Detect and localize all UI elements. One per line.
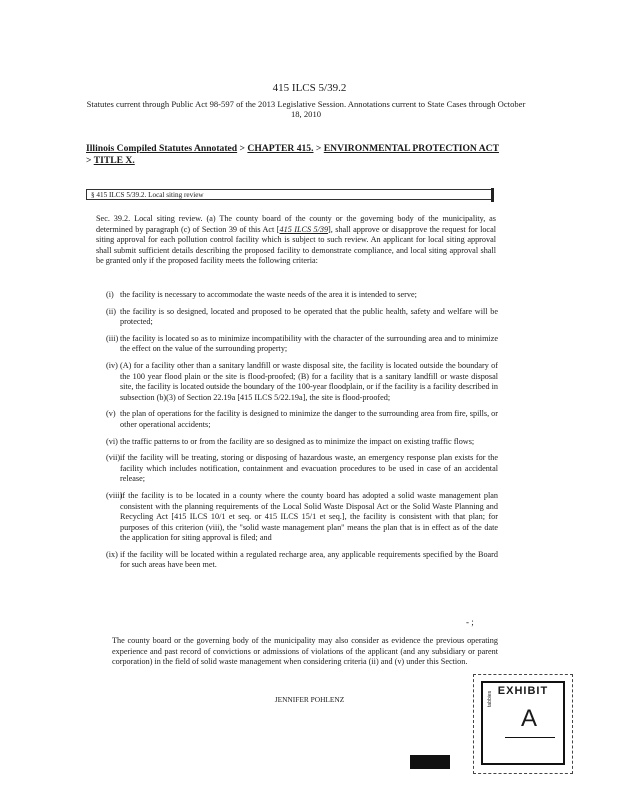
bar-end-mark <box>491 188 494 202</box>
criterion-text: the facility is so designed, located and proposed to be operated that the public health, safety and welfare will be protected; <box>120 306 498 327</box>
criterion-item <box>106 550 498 571</box>
statute-link[interactable]: 415 ILCS 5/39 <box>279 224 329 234</box>
handwritten-mark: - ; <box>466 617 474 627</box>
section-heading: § 415 ILCS 5/39.2. Local siting review <box>91 191 204 199</box>
breadcrumb-link-title[interactable]: TITLE X. <box>93 155 135 166</box>
criterion-item <box>106 307 498 328</box>
exhibit-sticker <box>481 681 565 765</box>
exhibit-vertical-text: tabbies <box>487 690 493 707</box>
document-title: 415 ILCS 5/39.2 <box>272 82 347 94</box>
criterion-number: (ii) <box>106 306 117 316</box>
intro-paragraph <box>96 214 496 267</box>
criterion-item <box>106 491 498 544</box>
breadcrumb-separator: > <box>315 143 324 154</box>
author-name: JENNIFER POHLENZ <box>274 695 345 704</box>
criterion-item <box>106 334 498 355</box>
criterion-item <box>106 437 498 448</box>
criterion-text: if the facility is to be located in a county where the county board has adopted a solid waste management plan consistent with the planning requirements of the Local Solid Waste Disposal Act or the Solid Waste Planning and Recycling Act [415 ILCS 10/1 et seq. or 415 ILCS 15/1 et seq.], the facility is consistent with that plan; for purposes of this criterion (viii), the "solid waste management plan" means the plan that is in effect as of the date the application for siting approval is filed; and <box>120 490 498 543</box>
criterion-number: (vii) <box>106 453 121 463</box>
criterion-text: the facility is necessary to accommodate the waste needs of the area it is intended to serve; <box>120 290 417 299</box>
criterion-text: if the facility will be treating, storing or disposing of hazardous waste, an emergency response plan exists for the facility which includes notification, containment and evacuation procedures to be used in case of an accidental release; <box>120 453 498 484</box>
criterion-text: the traffic patterns to or from the facility are so designed as to minimize the impact on existing traffic flows; <box>120 436 475 446</box>
criterion-item <box>106 361 498 403</box>
breadcrumb-link-chapter[interactable]: CHAPTER 415. <box>247 143 314 154</box>
criterion-item <box>106 290 498 301</box>
criterion-number: (iii) <box>106 333 119 343</box>
breadcrumb <box>86 143 506 167</box>
criterion-text: if the facility will be located within a regulated recharge area, any applicable requirements specified by the Board for such areas have been met. <box>120 549 498 570</box>
exhibit-underline <box>505 737 555 738</box>
criterion-number: (v) <box>106 409 116 419</box>
criterion-text: the plan of operations for the facility is designed to minimize the danger to the surrounding area from fire, spills, or other operational accidents; <box>120 409 498 429</box>
section-heading-bar <box>86 189 493 200</box>
redaction-bar <box>410 755 450 769</box>
criterion-item <box>106 409 498 430</box>
breadcrumb-link-act[interactable]: ENVIRONMENTAL PROTECTION ACT <box>323 143 499 154</box>
criterion-number: (vi) <box>106 436 118 446</box>
criteria-list <box>106 290 498 577</box>
breadcrumb-link-statutes[interactable]: Illinois Compiled Statutes Annotated <box>86 143 238 154</box>
criterion-number: (iv) <box>106 360 118 370</box>
criterion-number: (ix) <box>106 549 118 559</box>
currency-note: Statutes current through Public Act 98-597 of the 2013 Legislative Session. Annotations current to State Cases through October 18, 2010 <box>86 99 526 119</box>
criterion-item <box>106 453 498 485</box>
closing-paragraph: The county board or the governing body of the municipality may also consider as evidence the previous operating experience and past record of convictions or admissions of violations of the applicant (and any subsidiary or parent corporation) in the field of solid waste management when considering criteria (ii) and (v) under this Section. <box>112 636 498 667</box>
breadcrumb-separator: > <box>86 155 94 166</box>
criterion-text: (A) for a facility other than a sanitary landfill or waste disposal site, the facility is located outside the boundary of the 100 year flood plain or the site is flood-proofed; (B) for a facility that is a sanitary landfill or waste disposal site, the facility is located outside the boundary of the 100-year floodplain, or if the facility is a facility described in subsection (b)(3) of Section 22.19a [415 ILCS 5/22.19a], the site is flood-proofed; <box>120 360 498 402</box>
breadcrumb-separator: > <box>239 143 248 154</box>
intro-lead: Sec. 39.2. Local siting review. (a) The county board of the county or the governing body of the municipality, as determined by paragraph (c) of Section 39 of this Act [ <box>96 214 496 234</box>
exhibit-letter: A <box>521 705 538 732</box>
criterion-number: (i) <box>106 290 114 299</box>
criterion-number: (viii) <box>106 490 123 500</box>
criterion-text: the facility is located so as to minimize incompatibility with the character of the surrounding area and to minimize the effect on the value of the surrounding property; <box>120 333 498 354</box>
exhibit-label: EXHIBIT <box>497 685 549 697</box>
intro-rest: ], shall approve or disapprove the request for local siting approval for each pollution control facility which is subject to such review. An applicant for local siting approval shall submit sufficient details describing the proposed facility to demonstrate compliance, and local siting approval shall be granted only if the proposed facility meets the following criteria: <box>96 224 496 266</box>
